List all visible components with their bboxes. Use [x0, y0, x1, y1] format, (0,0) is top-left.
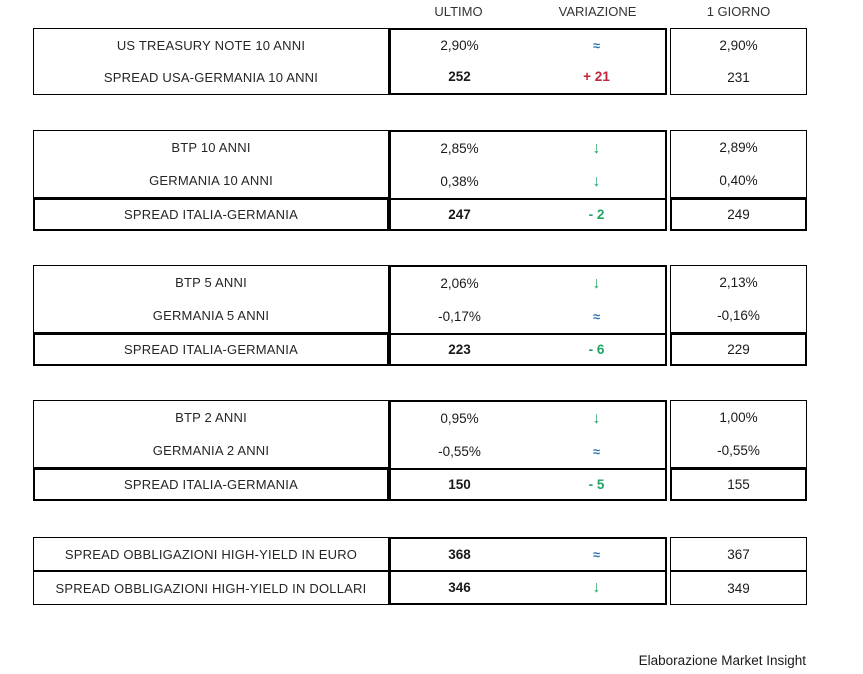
label-box — [33, 537, 389, 571]
variation-stable-icon: ≈ — [592, 37, 601, 53]
ultimo-value: 2,85% — [440, 140, 479, 156]
label-box — [33, 130, 389, 198]
row-label: SPREAD OBBLIGAZIONI HIGH-YIELD IN DOLLARI — [55, 580, 367, 596]
day-box — [670, 537, 807, 571]
values-box — [389, 28, 667, 95]
label-box — [33, 571, 389, 605]
ultimo-value: 247 — [448, 206, 471, 222]
variation-change-value: - 5 — [588, 476, 605, 492]
column-header-1-giorno: 1 GIORNO — [706, 4, 771, 19]
variation-stable-icon: ≈ — [592, 443, 601, 459]
variation-stable-icon: ≈ — [592, 308, 601, 324]
variation-change-value: - 6 — [588, 341, 605, 357]
row-label: BTP 2 ANNI — [175, 410, 247, 425]
giorno-value: 231 — [727, 70, 750, 86]
column-header-ultimo: ULTIMO — [434, 4, 483, 19]
spread-day-box — [670, 468, 807, 501]
ultimo-value: 0,95% — [440, 410, 479, 426]
giorno-value: -0,16% — [717, 308, 760, 323]
source-credit: Elaborazione Market Insight — [638, 653, 806, 668]
ultimo-value: 223 — [448, 341, 471, 357]
values-box — [389, 265, 667, 333]
group-10-anni — [0, 130, 863, 231]
day-box — [670, 130, 807, 198]
ultimo-value: -0,55% — [438, 443, 481, 459]
giorno-value: 2,13% — [719, 275, 758, 290]
row-label: SPREAD ITALIA-GERMANIA — [124, 207, 298, 222]
spread-values-box — [389, 468, 667, 501]
row-label: GERMANIA 10 ANNI — [149, 173, 273, 188]
row-label: BTP 5 ANNI — [175, 275, 247, 290]
variation-down-icon: ↓ — [592, 274, 601, 292]
variation-stable-icon: ≈ — [592, 546, 601, 562]
day-box — [670, 265, 807, 333]
row-label: SPREAD ITALIA-GERMANIA — [124, 342, 298, 357]
spread-label-box — [33, 468, 389, 501]
ultimo-value: 346 — [448, 579, 471, 595]
row-label: GERMANIA 5 ANNI — [152, 308, 270, 323]
ultimo-value: 252 — [448, 69, 471, 85]
label-box — [33, 400, 389, 468]
giorno-value: 367 — [727, 546, 750, 562]
group-high-yield — [0, 537, 863, 605]
spread-day-box — [670, 198, 807, 231]
group-5-anni — [0, 265, 863, 366]
row-label: SPREAD OBBLIGAZIONI HIGH-YIELD IN EURO — [64, 546, 358, 562]
giorno-value: 1,00% — [719, 410, 758, 425]
ultimo-value: 0,38% — [440, 173, 479, 189]
giorno-value: 155 — [727, 477, 750, 492]
giorno-value: 2,90% — [719, 37, 758, 53]
giorno-value: 2,89% — [719, 140, 758, 155]
label-box — [33, 28, 389, 95]
variation-down-icon: ↓ — [592, 578, 601, 596]
variation-down-icon: ↓ — [592, 172, 601, 190]
values-box — [389, 400, 667, 468]
ultimo-value: 368 — [448, 546, 471, 562]
row-label: GERMANIA 2 ANNI — [152, 443, 270, 458]
row-label: SPREAD USA-GERMANIA 10 ANNI — [103, 70, 319, 86]
day-box — [670, 571, 807, 605]
variation-change-value: - 2 — [588, 206, 605, 222]
ultimo-value: 2,06% — [440, 275, 479, 291]
row-label: BTP 10 ANNI — [171, 140, 251, 155]
ultimo-value: 2,90% — [440, 37, 479, 53]
variation-down-icon: ↓ — [592, 139, 601, 157]
spread-values-box — [389, 333, 667, 366]
day-box — [670, 28, 807, 95]
day-box — [670, 400, 807, 468]
giorno-value: 349 — [727, 580, 750, 596]
group-us-treasury — [0, 28, 863, 95]
variation-down-icon: ↓ — [592, 409, 601, 427]
giorno-value: 229 — [727, 342, 750, 357]
values-box — [389, 537, 667, 605]
label-box — [33, 265, 389, 333]
column-header-variazione: VARIAZIONE — [558, 4, 637, 19]
giorno-value: 249 — [727, 207, 750, 222]
row-label: SPREAD ITALIA-GERMANIA — [124, 477, 298, 492]
spread-label-box — [33, 198, 389, 231]
ultimo-value: -0,17% — [438, 308, 481, 324]
spread-values-box — [389, 198, 667, 231]
values-box — [389, 130, 667, 198]
row-label: US TREASURY NOTE 10 ANNI — [116, 37, 306, 53]
variation-change-value: + 21 — [583, 69, 610, 85]
group-2-anni — [0, 400, 863, 501]
giorno-value: 0,40% — [719, 173, 758, 188]
spread-label-box — [33, 333, 389, 366]
ultimo-value: 150 — [448, 476, 471, 492]
giorno-value: -0,55% — [717, 443, 760, 458]
spread-day-box — [670, 333, 807, 366]
